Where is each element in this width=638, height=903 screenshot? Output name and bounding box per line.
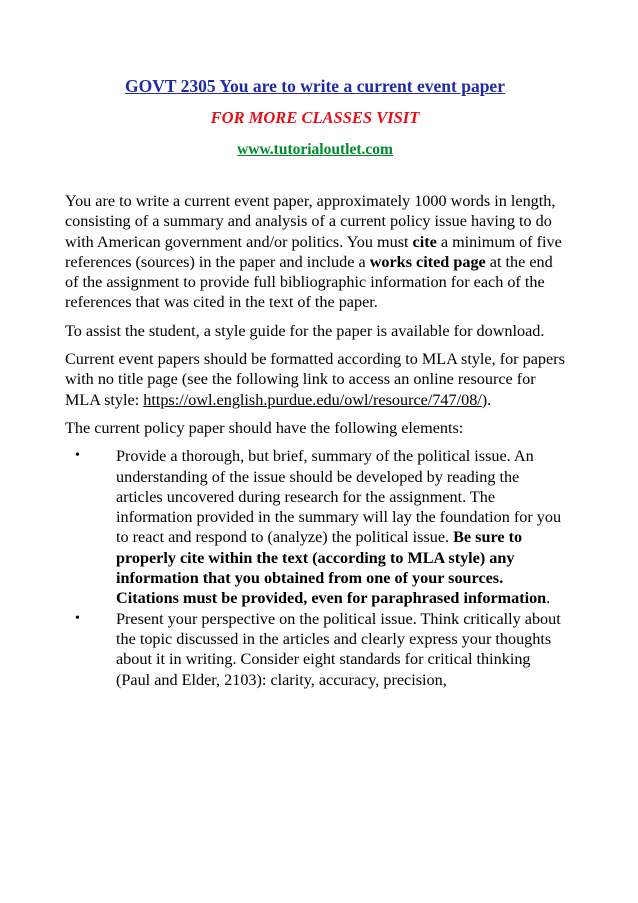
paragraph-intro-cite: cite <box>412 232 437 251</box>
bullet-icon: • <box>75 610 80 626</box>
list-item-text: Present your perspective on the political issue. Think critically about the topic discussed in the articles and clearly express your thoughts about it in writing. Consider eight standards for critical thinking (Paul and Elder, 2103): clarity, accuracy, precision, <box>116 609 561 689</box>
website-link-line <box>65 140 565 160</box>
paragraph-intro <box>65 191 565 313</box>
document-body <box>65 191 565 690</box>
paragraph-intro-text-c: at the end of the assignment to provide full bibliographic information for each of the references that was cited in the text of the paper. <box>65 252 553 312</box>
mla-resource-link[interactable]: https://owl.english.purdue.edu/owl/resource/747/08/ <box>143 390 482 409</box>
document-title-text: GOVT 2305 You are to write a current event paper <box>125 76 505 96</box>
paragraph-mla-text-a: Current event papers should be formatted according to MLA style, for papers with no title page (see the following link to access an online resource for MLA style: <box>65 350 565 409</box>
elements-list <box>65 446 565 690</box>
paragraph-intro-works-cited: works cited page <box>369 252 486 271</box>
paragraph-intro-text-b: a minimum of five references (sources) in the paper and include a <box>65 232 562 271</box>
document-subtitle: FOR MORE CLASSES VISIT <box>210 108 420 127</box>
document-page <box>65 76 565 690</box>
list-item <box>65 446 565 608</box>
paragraph-mla-text-b: ). <box>481 390 492 409</box>
document-title <box>65 76 565 97</box>
paragraph-mla <box>65 349 565 410</box>
list-item-bold-text: Be sure to properly cite within the text (according to MLA style) any information that you obtained from one of your sources. Citations must be provided, even for paraphrased information <box>116 528 547 608</box>
website-link[interactable]: www.tutorialoutlet.com <box>237 141 393 158</box>
list-item <box>65 609 565 690</box>
paragraph-style-guide: To assist the student, a style guide for the paper is available for download. <box>65 321 545 340</box>
paragraph-intro-text-a: You are to write a current event paper, approximately 1000 words in length, consisting of a summary and analysis of a current policy issue having to do with American government and/or politics. You must <box>65 192 556 251</box>
paragraph-elements-intro: The current policy paper should have the following elements: <box>65 418 464 437</box>
list-item-text: Provide a thorough, but brief, summary of the political issue. An understanding of the issue should be developed by reading the articles uncovered during research for the assignment. The information provided in the summary will lay the foundation for you to react and respond to (analyze) the political issue. <box>116 447 562 547</box>
list-item-end: . <box>546 589 551 608</box>
bullet-icon: • <box>75 448 80 464</box>
